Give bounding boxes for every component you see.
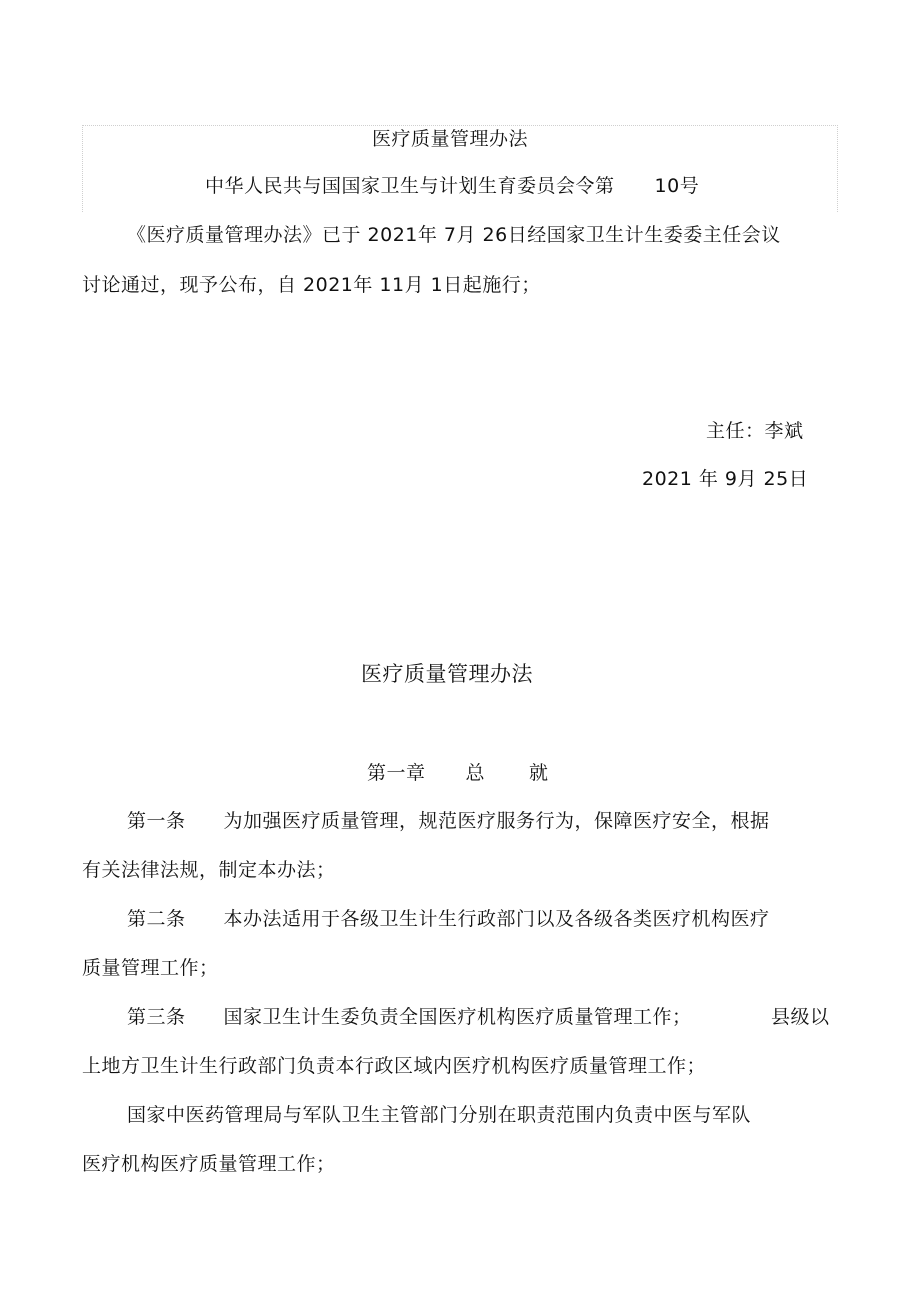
chapter-heading xyxy=(367,760,549,786)
article-1-line-2: 有关法律法规，制定本办法； xyxy=(82,859,336,881)
document-title: 医疗质量管理办法 xyxy=(361,662,533,686)
article-3-line-1-tail: 县级以 xyxy=(771,1006,830,1028)
decree-number: 10号 xyxy=(654,175,700,197)
chapter-name-part2: 就 xyxy=(529,762,549,784)
paragraph-line-2: 医疗机构医疗质量管理工作； xyxy=(82,1153,336,1175)
chapter-name-part1: 总 xyxy=(465,762,486,784)
article-2-label: 第二条 xyxy=(127,908,186,930)
article-3-line-2: 上地方卫生计生行政部门负责本行政区域内医疗机构医疗质量管理工作； xyxy=(82,1055,707,1077)
chapter-number: 第一章 xyxy=(367,762,426,784)
decree-line xyxy=(205,173,699,199)
announcement-line-2: 讨论通过，现予公布，自 2021年 11月 1日起施行； xyxy=(82,274,541,296)
article-3-label: 第三条 xyxy=(127,1006,186,1028)
article-3-text-1: 国家卫生计生委负责全国医疗机构医疗质量管理工作； xyxy=(223,1006,692,1028)
article-2-line-1 xyxy=(127,906,770,932)
article-1-line-1 xyxy=(127,808,770,834)
header-title: 医疗质量管理办法 xyxy=(372,128,529,150)
article-2-text-1: 本办法适用于各级卫生计生行政部门以及各级各类医疗机构医疗 xyxy=(223,908,770,930)
article-3-line-1 xyxy=(127,1004,692,1030)
signature-date: 2021 年 9月 25日 xyxy=(642,468,809,490)
announcement-line-1: 《医疗质量管理办法》已于 2021年 7月 26日经国家卫生计生委委主任会议 xyxy=(127,224,781,246)
decree-text: 中华人民共与国国家卫生与计划生育委员会令第 xyxy=(205,175,615,197)
article-1-label: 第一条 xyxy=(127,810,186,832)
paragraph-line-1: 国家中医药管理局与军队卫生主管部门分别在职责范围内负责中医与军队 xyxy=(127,1104,752,1126)
article-2-line-2: 质量管理工作； xyxy=(82,957,219,979)
signer: 主任：李斌 xyxy=(706,420,804,442)
article-1-text-1: 为加强医疗质量管理，规范医疗服务行为，保障医疗安全，根据 xyxy=(223,810,770,832)
